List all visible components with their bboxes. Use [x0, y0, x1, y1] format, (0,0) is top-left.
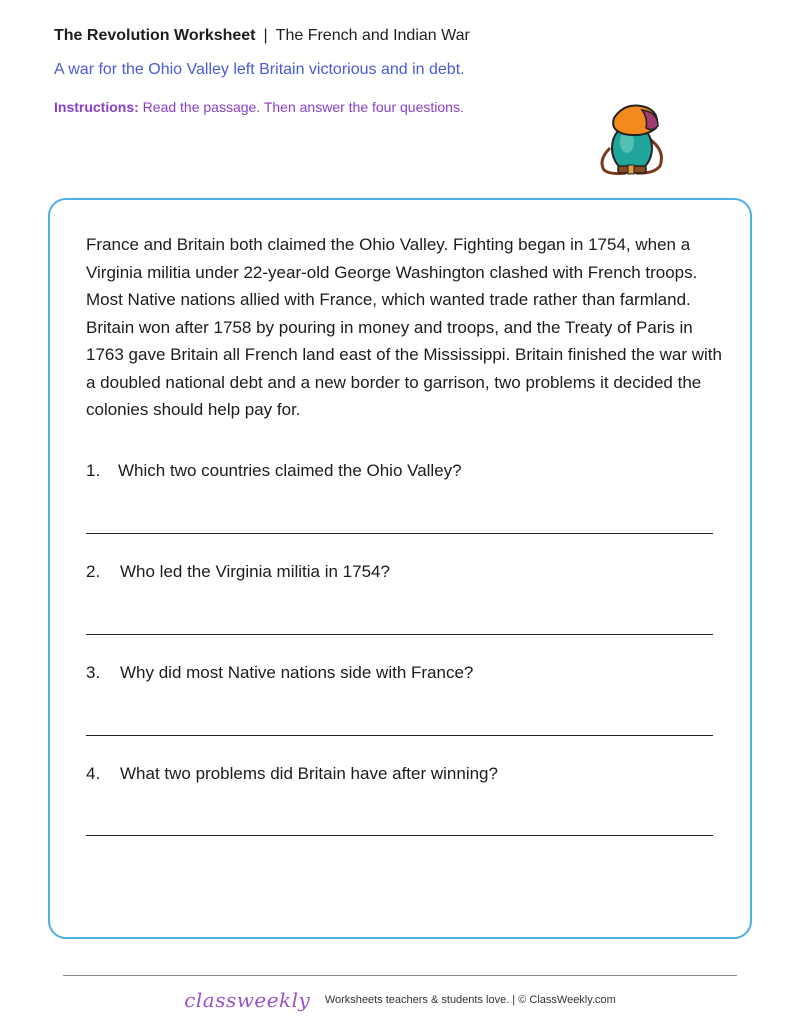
worksheet-topic: The French and Indian War: [275, 27, 470, 44]
footer: [0, 988, 800, 1012]
worksheet-title: The Revolution Worksheet: [54, 27, 256, 44]
reading-passage: France and Britain both claimed the Ohio Valley. Fighting began in 1754, when a Virginia militia under 22-year-old George Washington clashed with French troops. Most Native nations allied with France, which wanted trade rather than farmland. Britain won after 1758 by pouring in money and troops, and the Treaty of Paris in 1763 gave Britain all French land east of the Mississippi. Britain finished the war with a doubled national debt and a new border to garrison, two problems it decided the colonies should help pay for.: [86, 235, 722, 419]
instructions-text: Read the passage. Then answer the four questions.: [142, 99, 464, 115]
worksheet-header: [54, 27, 470, 45]
question-number: 1.: [86, 461, 101, 480]
question-number: 3.: [86, 663, 101, 682]
question-text: Which two countries claimed the Ohio Valley?: [118, 461, 462, 480]
question-3: [86, 663, 473, 683]
worksheet-subtitle: A war for the Ohio Valley left Britain victorious and in debt.: [54, 61, 465, 78]
question-text: Why did most Native nations side with France?: [120, 663, 474, 682]
question-text: Who led the Virginia militia in 1754?: [120, 562, 390, 581]
answer-line-3[interactable]: [86, 735, 713, 736]
answer-line-1[interactable]: [86, 533, 713, 534]
header-separator: |: [263, 27, 268, 44]
question-number: 2.: [86, 562, 101, 581]
footer-divider: [63, 975, 737, 976]
question-4: [86, 764, 498, 784]
canteen-icon: [596, 98, 668, 178]
question-text: What two problems did Britain have after winning?: [120, 764, 498, 783]
question-2: [86, 562, 390, 582]
answer-line-2[interactable]: [86, 634, 713, 635]
question-number: 4.: [86, 764, 101, 783]
brand-logo: classweekly: [184, 988, 311, 1012]
instructions: [54, 99, 464, 115]
footer-tagline: Worksheets teachers & students love. | © ClassWeekly.com: [324, 994, 616, 1006]
instructions-label: Instructions:: [54, 99, 139, 115]
question-1: [86, 461, 462, 481]
answer-line-4[interactable]: [86, 835, 713, 836]
